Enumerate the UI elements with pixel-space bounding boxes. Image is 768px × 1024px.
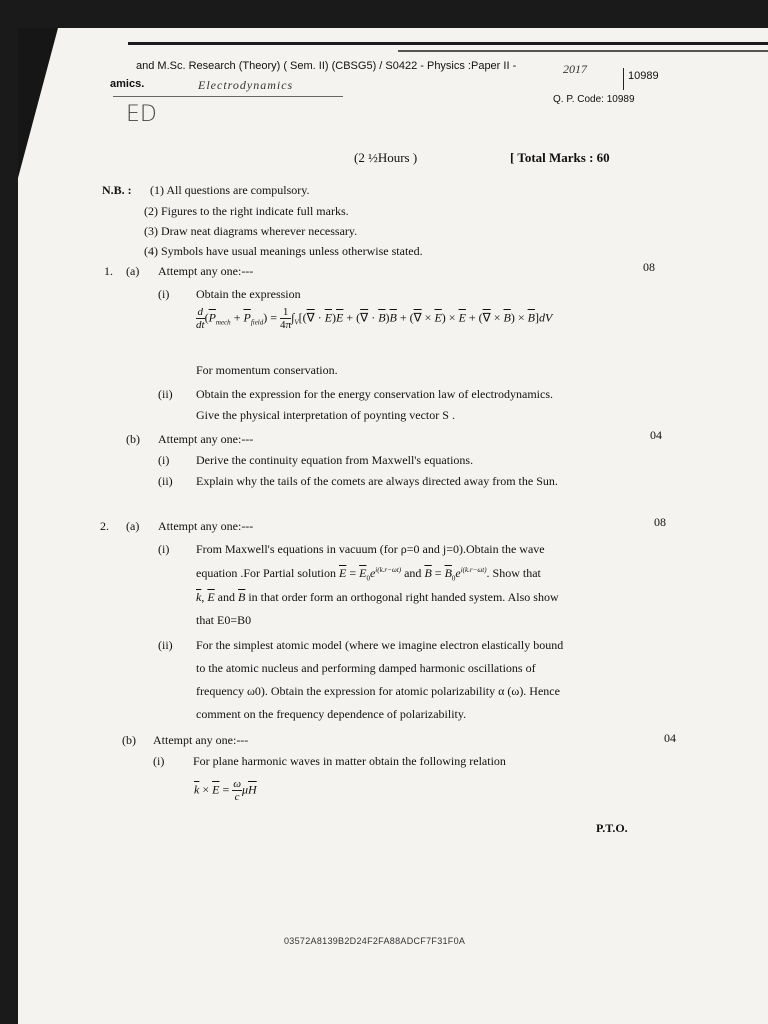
q2a-instruction: Attempt any one:--- bbox=[158, 519, 254, 533]
handwritten-ed-mark: ED bbox=[126, 102, 157, 127]
q2ai-line-2c: . Show that bbox=[486, 566, 541, 580]
q1ai-text: Obtain the expression bbox=[196, 287, 301, 301]
qp-code: Q. P. Code: 10989 bbox=[553, 94, 635, 105]
top-border-line bbox=[128, 42, 768, 45]
q1bi-text: Derive the continuity equation from Maxwell's equations. bbox=[196, 453, 474, 467]
momentum-equation: $\frac{d}{dt}$ $(\overline{P}_{mech} + \overline{P}_{field})$ = $\frac{1}{4\pi}$ $\int_V[(\nabla \cdot \overline{E})\overline{E}$ + (∇ · $\overline{B})\overline{B}$ + (∇ × $\overline{E}) \times \overline{E}$ + (∇ × $\overline{B}) \times \overline{B}]dV$ bbox=[196, 306, 553, 331]
total-marks: [ Total Marks : 60 bbox=[510, 150, 610, 165]
q1aii-label: (ii) bbox=[158, 387, 173, 401]
q2aii-line-3: frequency ω0). Obtain the expression for atomic polarizability α (ω). Hence bbox=[196, 684, 560, 698]
q1b-instruction: Attempt any one:--- bbox=[158, 432, 254, 446]
code-box-divider bbox=[623, 68, 624, 90]
q1ai-label: (i) bbox=[158, 287, 170, 301]
duration: (2 ½Hours ) bbox=[354, 150, 418, 165]
q1-number: 1. bbox=[104, 264, 113, 278]
q2aii-label: (ii) bbox=[158, 638, 173, 652]
q2b-instruction: Attempt any one:--- bbox=[153, 733, 249, 747]
q2a-marks: 08 bbox=[654, 515, 666, 529]
handwritten-underline bbox=[113, 96, 343, 97]
nb-label: N.B. : bbox=[102, 183, 132, 197]
pto-note: P.T.O. bbox=[596, 821, 628, 835]
nb-item-3: (3) Draw neat diagrams wherever necessary. bbox=[144, 224, 358, 238]
q2aii-line-4: comment on the frequency dependence of polarizability. bbox=[196, 707, 467, 721]
field-b-expression: $\overline{B} = \overline{B}_0e^{i(k.r-\omega t)}$ bbox=[424, 566, 487, 583]
q2ai-line-3 bbox=[196, 590, 559, 605]
header-course-title: and M.Sc. Research (Theory) ( Sem. II) (CBSG5) / S0422 - Physics :Paper II - bbox=[136, 60, 517, 72]
q2b-label: (b) bbox=[122, 733, 136, 747]
q2ai-line-4: that E0=B0 bbox=[196, 613, 252, 627]
q2ai-line-3-text: in that order form an orthogonal right handed system. Also show bbox=[248, 590, 559, 604]
q2b-marks: 04 bbox=[664, 731, 676, 745]
q1a-label: (a) bbox=[126, 264, 140, 278]
q2ai-line-2b: and bbox=[404, 566, 422, 580]
handwritten-year: 2017 bbox=[563, 62, 587, 76]
q2-number: 2. bbox=[100, 519, 109, 533]
top-border-line-2 bbox=[398, 50, 768, 52]
scan-shadow-corner bbox=[18, 28, 58, 178]
code-box-number: 10989 bbox=[628, 70, 659, 82]
q1a-marks: 08 bbox=[643, 260, 655, 274]
q1aii-text-1: Obtain the expression for the energy conservation law of electrodynamics. bbox=[196, 387, 553, 401]
nb-item-4: (4) Symbols have usual meanings unless otherwise stated. bbox=[144, 244, 423, 258]
q1bii-label: (ii) bbox=[158, 474, 173, 488]
q1b-label: (b) bbox=[126, 432, 140, 446]
q1aii-text-2: Give the physical interpretation of poynting vector S . bbox=[196, 408, 455, 422]
q1bii-text: Explain why the tails of the comets are always directed away from the Sun. bbox=[196, 474, 558, 488]
q1bi-label: (i) bbox=[158, 453, 170, 467]
header-course-title-cont: amics. bbox=[110, 78, 145, 90]
q2aii-line-1: For the simplest atomic model (where we imagine electron elastically bound bbox=[196, 638, 564, 652]
exam-paper-page bbox=[18, 28, 768, 1024]
q2ai-line-1: From Maxwell's equations in vacuum (for ρ=0 and j=0).Obtain the wave bbox=[196, 542, 545, 556]
q1b-marks: 04 bbox=[650, 428, 662, 442]
footer-hash: 03572A8139B2D24F2FA88ADCF7F31F0A bbox=[284, 936, 466, 946]
q1ai-after: For momentum conservation. bbox=[196, 363, 338, 377]
q2ai-line-2 bbox=[196, 566, 541, 582]
handwritten-subject: Electrodynamics bbox=[198, 78, 294, 92]
nb-item-1: (1) All questions are compulsory. bbox=[150, 183, 310, 197]
q2aii-line-2: to the atomic nucleus and performing damped harmonic oscillations of bbox=[196, 661, 536, 675]
vector-triple: $\overline{k}$, $\overline{E}$ and $\overline{B}$ bbox=[196, 590, 246, 604]
q2bi-text: For plane harmonic waves in matter obtain the following relation bbox=[193, 754, 506, 768]
q2bi-label: (i) bbox=[153, 754, 165, 768]
q2ai-line-2a: equation .For Partial solution bbox=[196, 566, 336, 580]
field-e-expression: $\overline{E} = \overline{E}_0e^{i(k.r-\omega t)}$ bbox=[339, 566, 402, 583]
q1a-instruction: Attempt any one:--- bbox=[158, 264, 254, 278]
q2ai-label: (i) bbox=[158, 542, 170, 556]
q2a-label: (a) bbox=[126, 519, 140, 533]
nb-item-2: (2) Figures to the right indicate full marks. bbox=[144, 204, 349, 218]
wave-relation-equation: $\overline{k} \times \overline{E}$ = $\frac{\omega}{c}$ $\mu\overline{H}$ bbox=[194, 778, 257, 803]
